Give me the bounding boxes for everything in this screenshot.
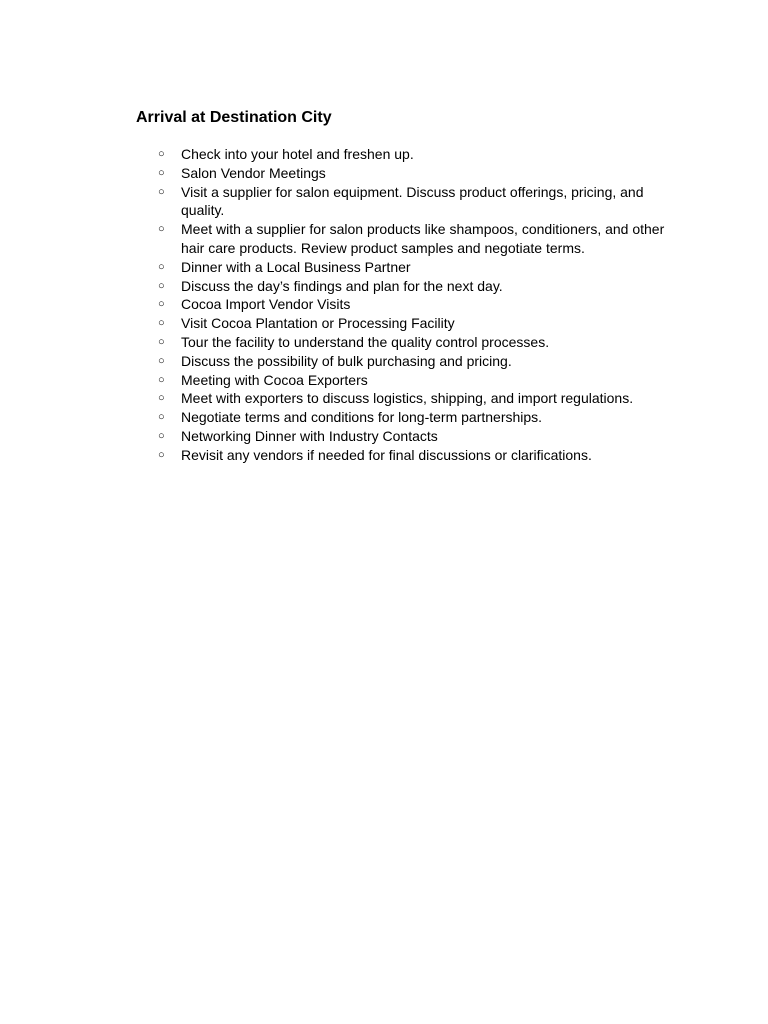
bullet-circle-icon: ○ (158, 166, 165, 179)
list-item-text: Discuss the day’s findings and plan for the next day. (181, 277, 503, 294)
list-item (158, 427, 668, 446)
bullet-circle-icon: ○ (158, 223, 165, 236)
bullet-circle-icon: ○ (158, 448, 165, 461)
bullet-circle-icon: ○ (158, 279, 165, 292)
list-item (158, 314, 668, 333)
bullet-circle-icon: ○ (158, 260, 165, 273)
list-item (158, 258, 668, 277)
list-item (158, 295, 668, 314)
list-item-text: Revisit any vendors if needed for final discussions or clarifications. (181, 446, 592, 463)
list-item-text: Salon Vendor Meetings (181, 164, 326, 181)
list-item (158, 389, 668, 408)
bullet-circle-icon: ○ (158, 373, 165, 386)
list-item-text: Tour the facility to understand the quality control processes. (181, 333, 550, 350)
list-item (158, 164, 668, 183)
list-item-text: Negotiate terms and conditions for long-term partnerships. (181, 409, 543, 426)
list-item-text: Dinner with a Local Business Partner (181, 258, 411, 275)
bullet-circle-icon: ○ (158, 185, 165, 198)
list-item (158, 277, 668, 296)
list-item (158, 371, 668, 390)
list-item-text: Check into your hotel and freshen up. (181, 146, 414, 162)
bullet-circle-icon: ○ (158, 354, 165, 367)
list-item (158, 183, 668, 221)
list-item-text: Meet with exporters to discuss logistics, shipping, and import regulations. (181, 390, 634, 407)
list-item-text: Networking Dinner with Industry Contacts (181, 427, 438, 444)
list-item-text: Meet with a supplier for salon products like shampoos, conditioners, and other hair care products. Review product samples and negotiate terms. (181, 221, 665, 256)
bullet-circle-icon: ○ (158, 317, 165, 330)
list-item (158, 220, 668, 258)
bullet-circle-icon: ○ (158, 392, 165, 405)
list-item-text: Visit a supplier for salon equipment. Discuss product offerings, pricing, and quality. (181, 183, 644, 219)
list-item (158, 446, 668, 465)
list-item-text: Meeting with Cocoa Exporters (181, 371, 368, 388)
list-item (158, 408, 668, 427)
section-heading: Arrival at Destination City (136, 109, 332, 126)
bullet-circle-icon: ○ (158, 335, 165, 348)
list-item-text: Cocoa Import Vendor Visits (181, 296, 351, 313)
list-item (158, 352, 668, 371)
bullet-circle-icon: ○ (158, 298, 165, 311)
list-item-text: Visit Cocoa Plantation or Processing Facility (181, 315, 455, 332)
itinerary-list (158, 145, 668, 465)
list-item (158, 145, 668, 164)
list-item-text: Discuss the possibility of bulk purchasing and pricing. (181, 352, 512, 369)
bullet-circle-icon: ○ (158, 429, 165, 442)
list-item (158, 333, 668, 352)
bullet-circle-icon: ○ (158, 411, 165, 424)
bullet-circle-icon: ○ (158, 148, 165, 160)
